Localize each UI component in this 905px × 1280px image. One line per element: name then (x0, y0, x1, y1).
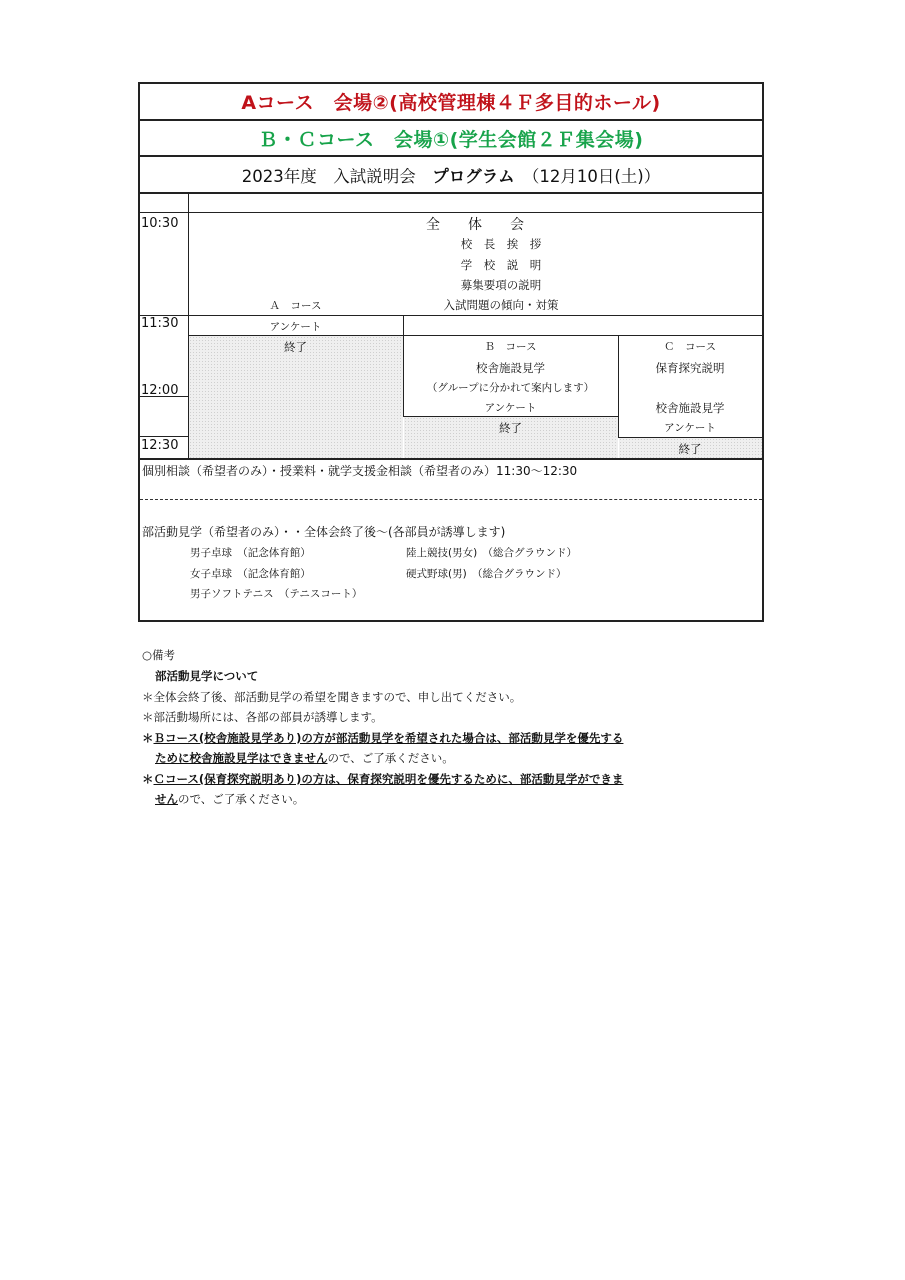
program-title-bold: プログラム (432, 167, 515, 186)
note-emphasis: Ｃコース(保育探究説明あり)の方は、保育探究説明を優先するために、部活動見学ができま (153, 772, 624, 786)
note-text: ので、ご了承ください。 (178, 792, 305, 806)
course-c-item: 保育探究説明 (655, 361, 725, 375)
note-mark: ＊ (142, 731, 154, 745)
club-item: 男子ソフトテニス （テニスコート） (190, 588, 363, 600)
course-c-item2: 校舎施設見学 (655, 401, 725, 415)
divider (140, 119, 762, 121)
course-a-survey: アンケート (269, 321, 322, 333)
program-title (140, 163, 762, 187)
plenary-title: 全 体 会 (426, 217, 524, 233)
course-b-end: 終了 (499, 421, 522, 435)
program-title-date: （12月10日(土)） (514, 167, 661, 186)
club-item: 女子卓球 （記念体育館） (190, 568, 311, 580)
club-item: 硬式野球(男) （総合グラウンド） (406, 568, 567, 580)
course-b-survey: アンケート (484, 402, 537, 414)
note-line (142, 771, 623, 787)
course-b-label: Ｂ コース (484, 341, 537, 353)
note-text: ので、ご了承ください。 (327, 751, 454, 765)
course-c-survey: アンケート (664, 422, 716, 434)
divider (140, 315, 762, 316)
note-emphasis: Ｂコース(校舎施設見学あり)の方が部活動見学を希望された場合は、部活動見学を優先する (153, 731, 624, 745)
consultation-info: 個別相談（希望者のみ）・授業料・就学支援金相談（希望者のみ）11:30～12:30 (142, 464, 578, 478)
time-label: 11:30 (141, 316, 179, 331)
course-a-label: Ａ コース (269, 300, 322, 312)
notes-heading: ○備考 (142, 648, 176, 662)
course-b-item: 校舎施設見学 (476, 361, 545, 375)
note-line: ＊全体会終了後、部活動見学の希望を聞きますので、申し出てください。 (142, 690, 522, 704)
course-a-venue-title: Aコース 会場②(高校管理棟４Ｆ多目的ホール) (241, 92, 661, 114)
note-line (155, 791, 304, 807)
plenary-item: 校 長 挨 拶 (460, 237, 542, 251)
course-bc-venue-title: Ｂ・Ｃコース 会場①(学生会館２Ｆ集会場) (258, 129, 644, 151)
club-item: 陸上競技(男女) （総合グラウンド） (406, 547, 577, 559)
note-emphasis: せん (155, 792, 178, 806)
program-title-prefix: 2023年度 入試説明会 (241, 167, 433, 186)
divider (140, 458, 762, 460)
time-label: 12:00 (141, 383, 179, 398)
course-c-end: 終了 (678, 442, 702, 456)
course-a-end: 終了 (284, 340, 307, 354)
notes-subheading: 部活動見学について (155, 669, 259, 683)
club-visit-heading: 部活動見学（希望者のみ）・・全体会終了後～(各部員が誘導します) (142, 525, 506, 539)
divider (140, 155, 762, 157)
time-label: 12:30 (141, 438, 179, 453)
divider (403, 335, 762, 336)
note-emphasis: ために校舎施設見学はできません (155, 751, 328, 765)
plenary-item: 募集要項の説明 (460, 278, 542, 292)
divider (140, 212, 188, 213)
time-label: 10:30 (141, 216, 179, 231)
note-mark: ＊ (142, 772, 154, 786)
course-c-label: Ｃ コース (664, 341, 716, 353)
dashed-separator (140, 499, 762, 500)
course-b-note: （グループに分かれて案内します） (426, 382, 595, 394)
note-line (142, 730, 623, 746)
plenary-item: 学 校 説 明 (460, 258, 542, 272)
divider (188, 212, 762, 213)
note-line: ＊部活動場所には、各部の部員が誘導します。 (142, 710, 383, 724)
note-line (155, 750, 454, 766)
club-item: 男子卓球 （記念体育館） (190, 547, 311, 559)
divider (140, 192, 762, 194)
divider (140, 436, 188, 437)
plenary-item: 入試問題の傾向・対策 (443, 298, 559, 312)
